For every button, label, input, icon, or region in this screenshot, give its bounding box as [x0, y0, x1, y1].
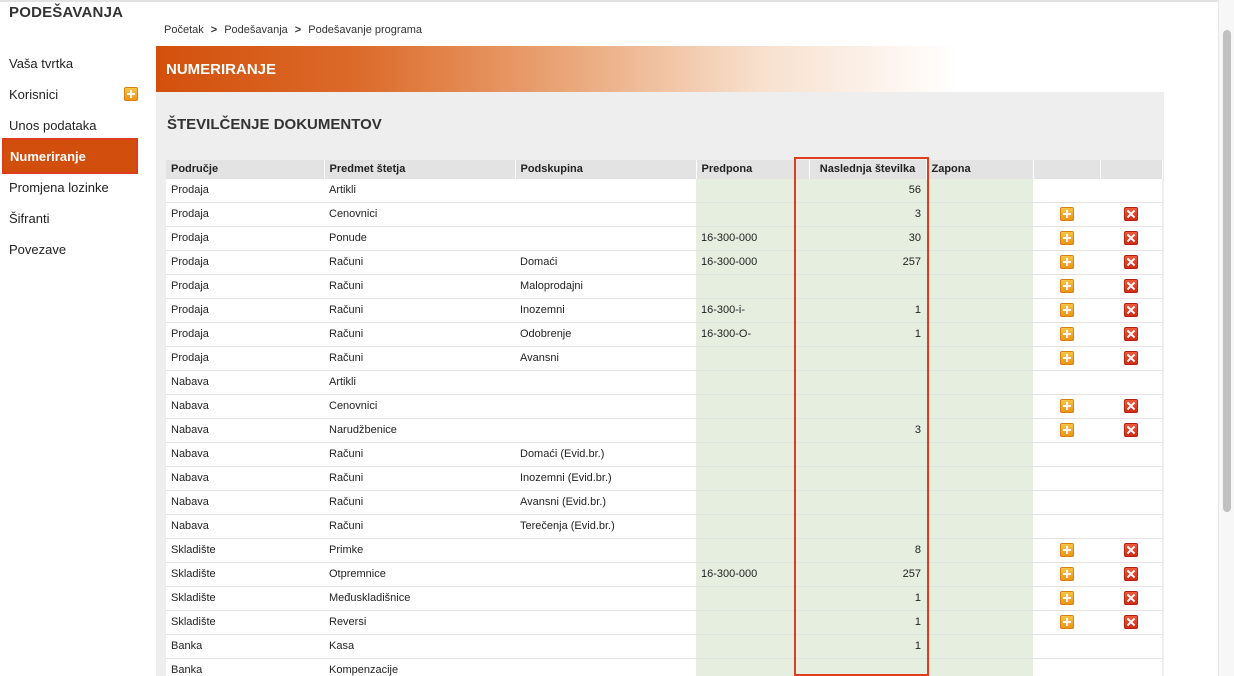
- cell-subject: Računi: [324, 322, 515, 346]
- vertical-scrollbar[interactable]: [1218, 0, 1234, 676]
- plus-icon[interactable]: [1060, 423, 1074, 437]
- close-icon[interactable]: [1124, 303, 1138, 317]
- prefix-input[interactable]: 16-300-000: [696, 250, 809, 274]
- breadcrumb-home[interactable]: Početak: [164, 24, 204, 36]
- cell-subject: Računi: [324, 514, 515, 538]
- add-cell: [1033, 274, 1100, 298]
- prefix-input[interactable]: 16-300-i-: [696, 298, 809, 322]
- suffix-input[interactable]: [926, 610, 1033, 634]
- delete-cell: [1100, 562, 1162, 586]
- cell-area: Nabava: [166, 418, 324, 442]
- add-cell: [1033, 346, 1100, 370]
- sidebar-item-numeriranje[interactable]: [2, 138, 138, 174]
- column-header-suffix: Zapona: [926, 160, 1033, 178]
- prefix-input[interactable]: [696, 634, 809, 658]
- table-row: [166, 658, 1162, 676]
- plus-icon[interactable]: [1060, 279, 1074, 293]
- sidebar-item-label: Numeriranje: [10, 149, 86, 164]
- add-cell: [1033, 298, 1100, 322]
- suffix-input[interactable]: [926, 658, 1033, 676]
- next-number-input[interactable]: [809, 658, 926, 676]
- next-number-input[interactable]: 30: [809, 226, 926, 250]
- table-header-row: [166, 160, 1162, 178]
- cell-subgroup: Avansni (Evid.br.): [515, 490, 696, 514]
- add-cell: [1033, 634, 1100, 658]
- close-icon[interactable]: [1124, 423, 1138, 437]
- scrollbar-thumb[interactable]: [1223, 30, 1231, 512]
- cell-subgroup: Inozemni: [515, 298, 696, 322]
- suffix-input[interactable]: [926, 346, 1033, 370]
- breadcrumb: [164, 24, 422, 36]
- cell-area: Prodaja: [166, 298, 324, 322]
- prefix-input[interactable]: [696, 538, 809, 562]
- cell-area: Prodaja: [166, 250, 324, 274]
- delete-cell: [1100, 634, 1162, 658]
- next-number-input[interactable]: [809, 274, 926, 298]
- table-row: [166, 490, 1162, 514]
- column-header-prefix: Predpona: [696, 160, 809, 178]
- suffix-input[interactable]: [926, 250, 1033, 274]
- next-number-input[interactable]: [809, 370, 926, 394]
- plus-icon[interactable]: [1060, 255, 1074, 269]
- plus-icon[interactable]: [1060, 327, 1074, 341]
- cell-subject: Kompenzacije: [324, 658, 515, 676]
- suffix-input[interactable]: [926, 418, 1033, 442]
- delete-cell: [1100, 586, 1162, 610]
- delete-cell: [1100, 250, 1162, 274]
- prefix-input[interactable]: [696, 346, 809, 370]
- next-number-input[interactable]: 8: [809, 538, 926, 562]
- next-number-input[interactable]: 1: [809, 634, 926, 658]
- column-header-area: Područje: [166, 160, 324, 178]
- cell-subject: Artikli: [324, 178, 515, 202]
- close-icon[interactable]: [1124, 543, 1138, 557]
- add-cell: [1033, 586, 1100, 610]
- cell-subject: Otpremnice: [324, 562, 515, 586]
- top-divider: [0, 0, 1220, 2]
- sidebar-item-promjena-lozinke[interactable]: Promjena lozinke: [9, 180, 109, 195]
- next-number-input[interactable]: 257: [809, 250, 926, 274]
- add-cell: [1033, 538, 1100, 562]
- cell-subject: Računi: [324, 490, 515, 514]
- cell-subgroup: Domaći: [515, 250, 696, 274]
- delete-cell: [1100, 490, 1162, 514]
- cell-subject: Narudžbenice: [324, 418, 515, 442]
- table-row: [166, 394, 1162, 418]
- delete-cell: [1100, 226, 1162, 250]
- prefix-input[interactable]: [696, 370, 809, 394]
- close-icon[interactable]: [1124, 615, 1138, 629]
- add-cell: [1033, 322, 1100, 346]
- next-number-input[interactable]: 56: [809, 178, 926, 202]
- suffix-input[interactable]: [926, 514, 1033, 538]
- table-row: [166, 322, 1162, 346]
- suffix-input[interactable]: [926, 466, 1033, 490]
- cell-area: Skladište: [166, 562, 324, 586]
- add-cell: [1033, 658, 1100, 676]
- cell-subject: Računi: [324, 274, 515, 298]
- suffix-input[interactable]: [926, 490, 1033, 514]
- cell-subject: Kasa: [324, 634, 515, 658]
- add-cell: [1033, 442, 1100, 466]
- delete-cell: [1100, 538, 1162, 562]
- cell-subgroup: [515, 202, 696, 226]
- cell-subgroup: [515, 538, 696, 562]
- page-header-banner: [156, 46, 956, 92]
- table-row: [166, 298, 1162, 322]
- prefix-input[interactable]: 16-300-O-: [696, 322, 809, 346]
- table-row: [166, 538, 1162, 562]
- delete-cell: [1100, 322, 1162, 346]
- cell-area: Skladište: [166, 610, 324, 634]
- prefix-input[interactable]: [696, 394, 809, 418]
- cell-area: Nabava: [166, 394, 324, 418]
- delete-cell: [1100, 298, 1162, 322]
- add-cell: [1033, 466, 1100, 490]
- add-cell: [1033, 394, 1100, 418]
- table-row: [166, 202, 1162, 226]
- delete-cell: [1100, 370, 1162, 394]
- cell-subgroup: [515, 394, 696, 418]
- next-number-input[interactable]: 257: [809, 562, 926, 586]
- cell-subgroup: [515, 634, 696, 658]
- cell-subgroup: Inozemni (Evid.br.): [515, 466, 696, 490]
- sidebar-item-unos-podataka[interactable]: Unos podataka: [9, 118, 97, 133]
- cell-subject: Računi: [324, 466, 515, 490]
- cell-subject: Računi: [324, 250, 515, 274]
- next-number-input[interactable]: 1: [809, 298, 926, 322]
- cell-area: Prodaja: [166, 346, 324, 370]
- column-header-delete: [1100, 160, 1162, 178]
- prefix-input[interactable]: [696, 586, 809, 610]
- cell-area: Banka: [166, 658, 324, 676]
- next-number-input[interactable]: 1: [809, 610, 926, 634]
- table-row: [166, 178, 1162, 202]
- column-header-add: [1033, 160, 1100, 178]
- cell-area: Nabava: [166, 466, 324, 490]
- table-row: [166, 610, 1162, 634]
- next-number-input[interactable]: [809, 490, 926, 514]
- next-number-input[interactable]: [809, 514, 926, 538]
- table-row: [166, 562, 1162, 586]
- page-title: NUMERIRANJE: [166, 61, 277, 78]
- cell-area: Skladište: [166, 538, 324, 562]
- table-row: [166, 346, 1162, 370]
- cell-subgroup: [515, 586, 696, 610]
- close-icon[interactable]: [1124, 231, 1138, 245]
- cell-subgroup: [515, 658, 696, 676]
- plus-icon[interactable]: [1060, 399, 1074, 413]
- cell-subgroup: [515, 418, 696, 442]
- prefix-input[interactable]: [696, 490, 809, 514]
- next-number-input[interactable]: [809, 442, 926, 466]
- sidebar-item-vasa-tvrtka[interactable]: Vaša tvrtka: [9, 56, 74, 71]
- delete-cell: [1100, 202, 1162, 226]
- plus-icon[interactable]: [1060, 615, 1074, 629]
- add-cell: [1033, 178, 1100, 202]
- cell-subject: Računi: [324, 346, 515, 370]
- cell-subject: Računi: [324, 442, 515, 466]
- prefix-input[interactable]: [696, 418, 809, 442]
- table-row: [166, 442, 1162, 466]
- cell-subgroup: [515, 610, 696, 634]
- sidebar-title: PODEŠAVANJA: [9, 4, 124, 21]
- numbering-table: [166, 160, 1163, 676]
- cell-area: Prodaja: [166, 322, 324, 346]
- close-icon[interactable]: [1124, 279, 1138, 293]
- prefix-input[interactable]: 16-300-000: [696, 226, 809, 250]
- prefix-input[interactable]: [696, 658, 809, 676]
- suffix-input[interactable]: [926, 202, 1033, 226]
- plus-icon[interactable]: [1060, 567, 1074, 581]
- suffix-input[interactable]: [926, 394, 1033, 418]
- next-number-input[interactable]: 3: [809, 418, 926, 442]
- cell-area: Nabava: [166, 370, 324, 394]
- column-header-subject: Predmet štetja: [324, 160, 515, 178]
- cell-area: Prodaja: [166, 226, 324, 250]
- cell-subgroup: Maloprodajni: [515, 274, 696, 298]
- cell-area: Skladište: [166, 586, 324, 610]
- cell-subgroup: Domaći (Evid.br.): [515, 442, 696, 466]
- close-icon[interactable]: [1124, 351, 1138, 365]
- add-cell: [1033, 562, 1100, 586]
- add-cell: [1033, 514, 1100, 538]
- add-cell: [1033, 250, 1100, 274]
- cell-area: Nabava: [166, 490, 324, 514]
- table-row: [166, 370, 1162, 394]
- prefix-input[interactable]: [696, 178, 809, 202]
- suffix-input[interactable]: [926, 586, 1033, 610]
- delete-cell: [1100, 394, 1162, 418]
- next-number-input[interactable]: [809, 394, 926, 418]
- cell-subgroup: [515, 562, 696, 586]
- delete-cell: [1100, 178, 1162, 202]
- next-number-input[interactable]: 1: [809, 322, 926, 346]
- close-icon[interactable]: [1124, 591, 1138, 605]
- suffix-input[interactable]: [926, 178, 1033, 202]
- prefix-input[interactable]: [696, 466, 809, 490]
- table-row: [166, 274, 1162, 298]
- breadcrumb-separator: >: [210, 24, 218, 36]
- cell-area: Prodaja: [166, 178, 324, 202]
- table-row: [166, 514, 1162, 538]
- suffix-input[interactable]: [926, 298, 1033, 322]
- column-header-next-number: Naslednja številka: [809, 160, 926, 178]
- prefix-input[interactable]: [696, 274, 809, 298]
- cell-subject: Reversi: [324, 610, 515, 634]
- delete-cell: [1100, 442, 1162, 466]
- next-number-input[interactable]: 3: [809, 202, 926, 226]
- cell-subgroup: Avansni: [515, 346, 696, 370]
- suffix-input[interactable]: [926, 274, 1033, 298]
- table-row: [166, 586, 1162, 610]
- add-cell: [1033, 418, 1100, 442]
- breadcrumb-settings[interactable]: Podešavanja: [224, 24, 288, 36]
- table-row: [166, 250, 1162, 274]
- cell-subgroup: Odobrenje: [515, 322, 696, 346]
- close-icon[interactable]: [1124, 255, 1138, 269]
- cell-area: Nabava: [166, 442, 324, 466]
- cell-subject: Cenovnici: [324, 394, 515, 418]
- plus-icon[interactable]: [1060, 207, 1074, 221]
- add-cell: [1033, 490, 1100, 514]
- suffix-input[interactable]: [926, 226, 1033, 250]
- cell-subject: Primke: [324, 538, 515, 562]
- prefix-input[interactable]: [696, 514, 809, 538]
- cell-subgroup: [515, 226, 696, 250]
- cell-area: Prodaja: [166, 274, 324, 298]
- delete-cell: [1100, 418, 1162, 442]
- breadcrumb-current: Podešavanje programa: [308, 24, 422, 36]
- delete-cell: [1100, 610, 1162, 634]
- table-row: [166, 466, 1162, 490]
- cell-subject: Artikli: [324, 370, 515, 394]
- delete-cell: [1100, 274, 1162, 298]
- cell-area: Banka: [166, 634, 324, 658]
- add-cell: [1033, 370, 1100, 394]
- add-cell: [1033, 202, 1100, 226]
- close-icon[interactable]: [1124, 399, 1138, 413]
- breadcrumb-separator: >: [294, 24, 302, 36]
- suffix-input[interactable]: [926, 322, 1033, 346]
- close-icon[interactable]: [1124, 567, 1138, 581]
- close-icon[interactable]: [1124, 207, 1138, 221]
- plus-icon[interactable]: [1060, 591, 1074, 605]
- suffix-input[interactable]: [926, 634, 1033, 658]
- sidebar-item-sifranti[interactable]: Šifranti: [9, 211, 50, 226]
- close-icon[interactable]: [1124, 327, 1138, 341]
- sidebar-item-povezave[interactable]: Povezave: [9, 242, 67, 257]
- cell-subject: Međuskladišnice: [324, 586, 515, 610]
- section-title: ŠTEVILČENJE DOKUMENTOV: [167, 116, 382, 133]
- prefix-input[interactable]: 16-300-000: [696, 562, 809, 586]
- next-number-input[interactable]: [809, 346, 926, 370]
- plus-icon[interactable]: [1060, 351, 1074, 365]
- cell-area: Nabava: [166, 514, 324, 538]
- next-number-input[interactable]: 1: [809, 586, 926, 610]
- table-row: [166, 226, 1162, 250]
- add-cell: [1033, 226, 1100, 250]
- cell-subgroup: [515, 370, 696, 394]
- add-cell: [1033, 610, 1100, 634]
- suffix-input[interactable]: [926, 538, 1033, 562]
- cell-subject: Računi: [324, 298, 515, 322]
- sidebar-item-korisnici[interactable]: Korisnici: [9, 87, 59, 102]
- prefix-input[interactable]: [696, 202, 809, 226]
- column-header-subgroup: Podskupina: [515, 160, 696, 178]
- delete-cell: [1100, 466, 1162, 490]
- delete-cell: [1100, 346, 1162, 370]
- plus-icon[interactable]: [1060, 543, 1074, 557]
- delete-cell: [1100, 658, 1162, 676]
- cell-subject: Ponude: [324, 226, 515, 250]
- suffix-input[interactable]: [926, 370, 1033, 394]
- plus-icon[interactable]: [1060, 303, 1074, 317]
- suffix-input[interactable]: [926, 442, 1033, 466]
- cell-area: Prodaja: [166, 202, 324, 226]
- plus-icon[interactable]: [1060, 231, 1074, 245]
- table-row: [166, 634, 1162, 658]
- cell-subject: Cenovnici: [324, 202, 515, 226]
- prefix-input[interactable]: [696, 610, 809, 634]
- suffix-input[interactable]: [926, 562, 1033, 586]
- cell-subgroup: Terečenja (Evid.br.): [515, 514, 696, 538]
- delete-cell: [1100, 514, 1162, 538]
- table-row: [166, 418, 1162, 442]
- cell-subgroup: [515, 178, 696, 202]
- next-number-input[interactable]: [809, 466, 926, 490]
- prefix-input[interactable]: [696, 442, 809, 466]
- add-user-icon[interactable]: [124, 87, 138, 101]
